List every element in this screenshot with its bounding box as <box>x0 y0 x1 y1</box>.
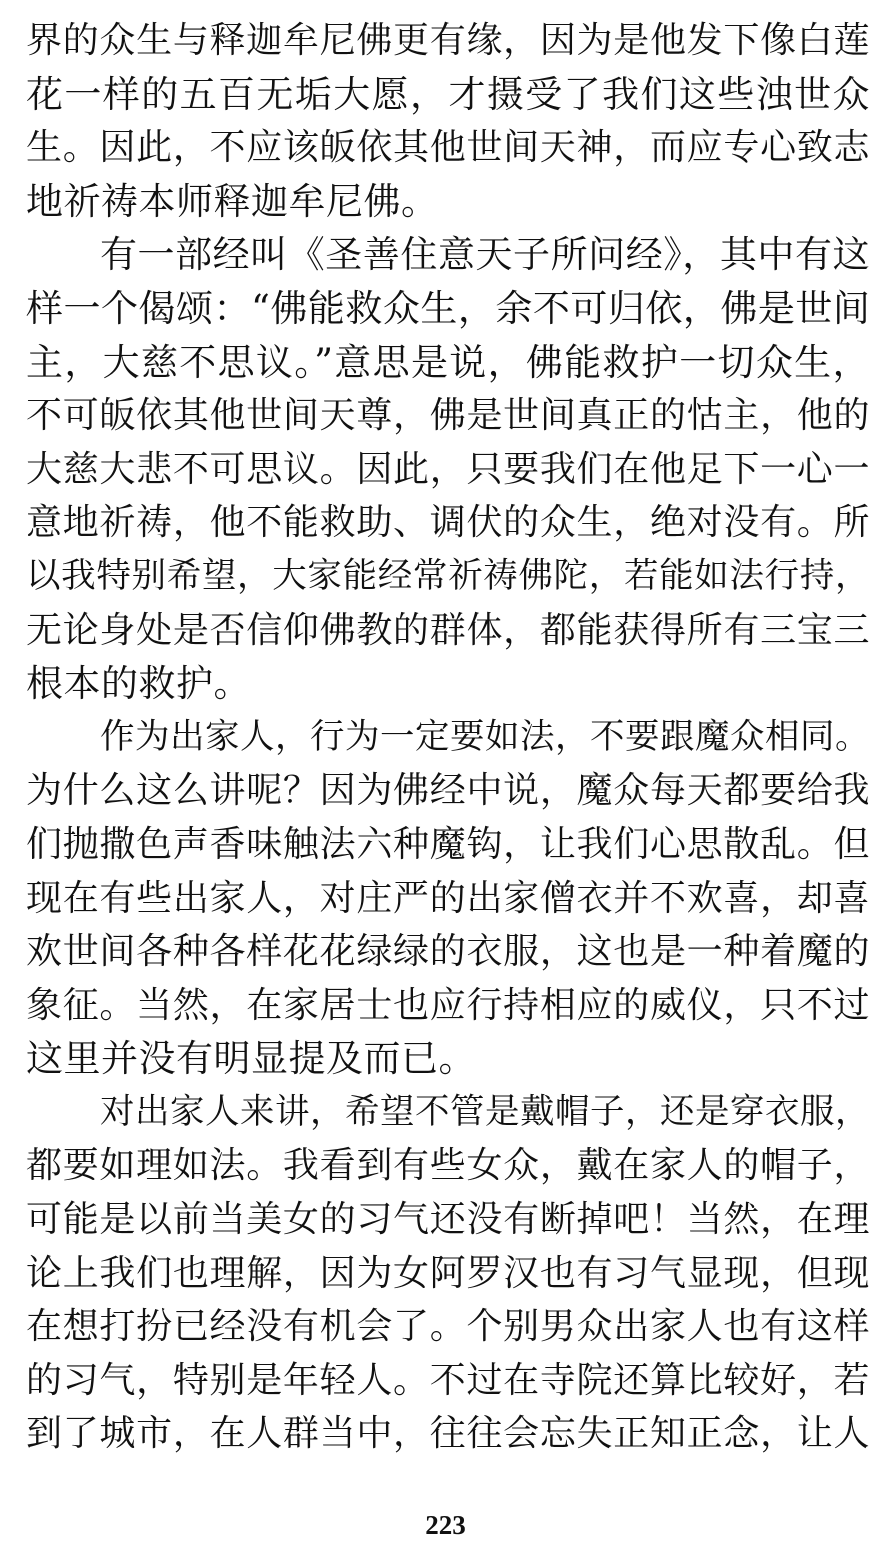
text-line: 欢世间各种各样花花绿绿的衣服，这也是一种着魔的 <box>26 931 870 973</box>
text-line: 可能是以前当美女的习气还没有断掉吧！当然，在理 <box>26 1199 870 1241</box>
text-line: 论上我们也理解，因为女阿罗汉也有习气显现，但现 <box>26 1252 870 1294</box>
text-line: 意地祈祷，他不能救助、调伏的众生，绝对没有。所 <box>26 502 870 544</box>
text-line: 无论身处是否信仰佛教的群体，都能获得所有三宝三 <box>26 609 870 651</box>
body-text <box>26 14 870 1461</box>
text-line: 都要如理如法。我看到有些女众，戴在家人的帽子， <box>26 1145 870 1187</box>
text-line: 生。因此，不应该皈依其他世间天神，而应专心致志 <box>26 127 870 169</box>
text-line: 们抛撒色声香味触法六种魔钩，让我们心思散乱。但 <box>26 823 870 865</box>
text-line: 样一个偈颂：“佛能救众生，余不可归依，佛是世间 <box>26 286 871 330</box>
text-line: 大慈大悲不可思议。因此，只要我们在他足下一心一 <box>26 448 870 490</box>
text-line: 的习气，特别是年轻人。不过在寺院还算比较好，若 <box>26 1359 870 1401</box>
text-line: 现在有些出家人，对庄严的出家僧衣并不欢喜，却喜 <box>26 877 870 919</box>
text-line: 对出家人来讲，希望不管是戴帽子，还是穿衣服， <box>100 1091 870 1132</box>
text-line: 花一样的五百无垢大愿，才摄受了我们这些浊世众 <box>26 72 870 116</box>
text-line: 主，大慈不思议。”意思是说，佛能救护一切众生， <box>26 340 870 384</box>
page-number: 223 <box>425 1510 466 1540</box>
text-line: 象征。当然，在家居士也应行持相应的威仪，只不过 <box>26 984 870 1026</box>
text-line: 为什么这么讲呢？因为佛经中说，魔众每天都要给我 <box>26 770 870 812</box>
text-line: 在想打扮已经没有机会了。个别男众出家人也有这样 <box>26 1306 870 1348</box>
text-line: 界的众生与释迦牟尼佛更有缘，因为是他发下像白莲 <box>26 20 870 61</box>
text-line: 这里并没有明显提及而已。 <box>26 1037 476 1081</box>
text-line: 地祈祷本师释迦牟尼佛。 <box>26 179 439 223</box>
text-line: 有一部经叫《圣善住意天子所问经》，其中有这 <box>100 233 870 277</box>
text-line: 不可皈依其他世间天尊，佛是世间真正的怙主，他的 <box>26 395 870 437</box>
text-line: 作为出家人，行为一定要如法，不要跟魔众相同。 <box>100 716 870 757</box>
text-line: 到了城市，在人群当中，往往会忘失正知正念，让人 <box>26 1413 870 1455</box>
text-line: 根本的救护。 <box>26 662 251 706</box>
text-line: 以我特别希望，大家能经常祈祷佛陀，若能如法行持， <box>26 555 870 596</box>
